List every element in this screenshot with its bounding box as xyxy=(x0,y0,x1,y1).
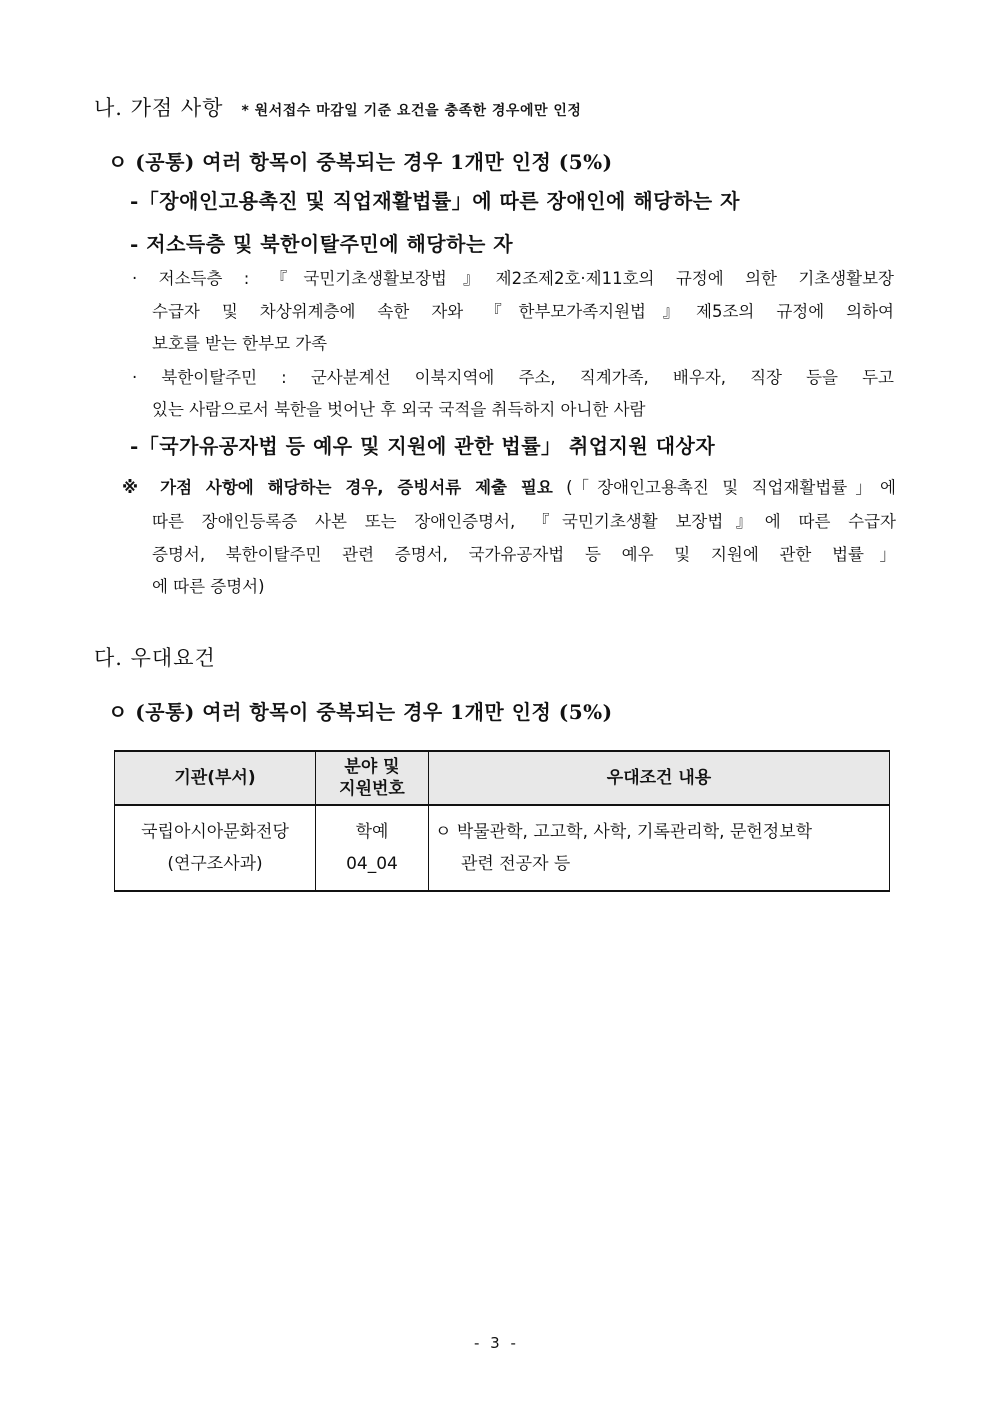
cell-field-line-2: 04_04 xyxy=(346,854,398,874)
header-field-label-2: 지원번호 xyxy=(339,779,405,799)
section-na-heading xyxy=(94,92,581,122)
table-header-row xyxy=(115,751,890,805)
header-field xyxy=(316,751,429,805)
header-org xyxy=(115,751,316,805)
low-income-line-3: 보호를 받는 한부모 가족 xyxy=(152,334,328,353)
cell-org-line-2: (연구조사과) xyxy=(167,854,263,874)
proof-note-bold: ※ 가점 사항에 해당하는 경우, 증빙서류 제출 필요 xyxy=(122,478,553,497)
low-income-line-1: · 저소득층 : 『국민기초생활보장법』제2조제2호·제11호의 규정에 의한 기초생활보장 xyxy=(132,269,894,288)
preference-table xyxy=(114,750,890,892)
proof-note-line-1 xyxy=(122,474,896,498)
proof-note-line-4: 에 따른 증명서) xyxy=(152,577,265,596)
cell-field-line-1: 학예 xyxy=(355,822,389,842)
common-rule-line-2: ㅇ (공통) 여러 항목이 중복되는 경우 1개만 인정 (5%) xyxy=(108,700,613,724)
cell-field xyxy=(316,805,429,891)
section-na-title: 나. 가점 사항 xyxy=(94,96,224,120)
header-org-label: 기관(부서) xyxy=(174,768,256,788)
proof-note-line-2: 따른 장애인등록증 사본 또는 장애인증명서, 『국민기초생활 보장법』에 따른 수급자 xyxy=(152,512,896,531)
header-field-label-1: 분야 및 xyxy=(344,757,400,777)
cell-org xyxy=(115,805,316,891)
defector-line-2: 있는 사람으로서 북한을 벗어난 후 외국 국적을 취득하지 아니한 사람 xyxy=(152,400,646,419)
bonus-item-patriots: -「국가유공자법 등 예우 및 지원에 관한 법률」 취업지원 대상자 xyxy=(130,434,716,458)
section-da-title: 다. 우대요건 xyxy=(94,646,216,670)
cell-org-line-1: 국립아시아문화전당 xyxy=(141,822,289,842)
page-number: - 3 - xyxy=(474,1334,519,1352)
bonus-item-low-income-defector: - 저소득층 및 북한이탈주민에 해당하는 자 xyxy=(130,232,514,256)
header-condition xyxy=(429,751,890,805)
table-row xyxy=(115,805,890,891)
bonus-item-disabled: -「장애인고용촉진 및 직업재활법률」에 따른 장애인에 해당하는 자 xyxy=(130,189,740,213)
proof-note-first-rest: (「장애인고용촉진 및 직업재활법률」에 xyxy=(552,478,896,497)
header-condition-label: 우대조건 내용 xyxy=(606,768,712,788)
low-income-line-2: 수급자 및 차상위계층에 속한 자와 『한부모가족지원법』제5조의 규정에 의하여 xyxy=(152,302,894,321)
cell-condition xyxy=(429,805,890,891)
defector-line-1: · 북한이탈주민 : 군사분계선 이북지역에 주소, 직계가족, 배우자, 직장 등을 두고 xyxy=(132,368,894,387)
section-na-note: * 원서접수 마감일 기준 요건을 충족한 경우에만 인정 xyxy=(241,103,582,119)
cell-condition-line-2: 관련 전공자 등 xyxy=(461,854,571,874)
proof-note-line-3: 증명서, 북한이탈주민 관련 증명서, 국가유공자법 등 예우 및 지원에 관한 법률」 xyxy=(152,545,896,564)
common-rule-line: ㅇ (공통) 여러 항목이 중복되는 경우 1개만 인정 (5%) xyxy=(108,150,613,174)
cell-condition-line-1: ㅇ 박물관학, 고고학, 사학, 기록관리학, 문헌정보학 xyxy=(435,822,813,842)
